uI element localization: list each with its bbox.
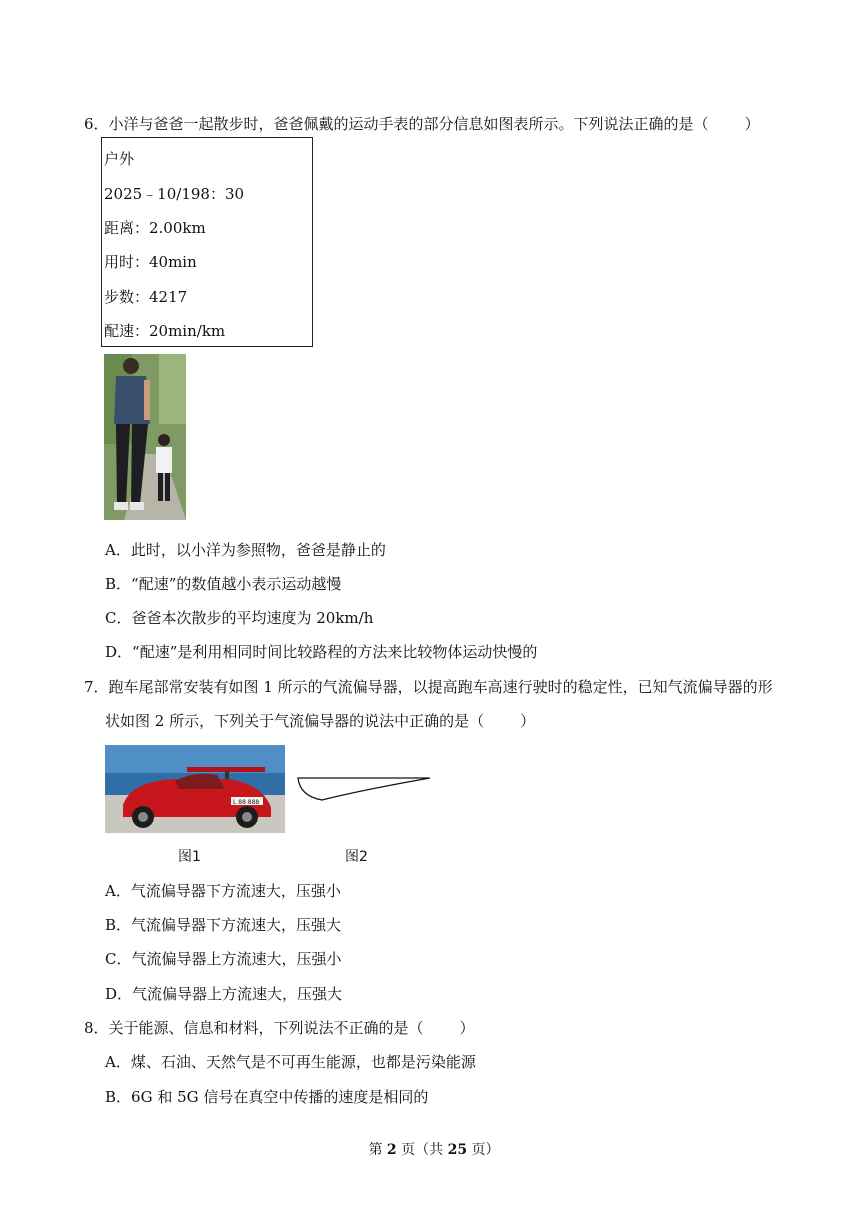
footer-page-number: 2 (386, 1142, 397, 1158)
footer-total-pages: 25 (447, 1142, 468, 1158)
q6-option-d: D．“配速”是利用相同时间比较路程的方法来比较物体运动快慢的 (105, 643, 538, 661)
question-8-text: 8．关于能源、信息和材料，下列说法不正确的是（ (84, 1019, 424, 1037)
page-footer (0, 1139, 868, 1159)
footer-mid: 页（共 (401, 1142, 444, 1158)
figure-2-label: 图2 (345, 849, 368, 865)
question-6-stem (84, 114, 760, 134)
figure-1-label: 图1 (178, 849, 201, 865)
q8-option-a: A．煤、石油、天然气是不可再生能源，也都是污染能源 (105, 1053, 476, 1071)
figure-2-spoiler-shape (292, 768, 434, 804)
question-8-stem (84, 1018, 475, 1038)
info-datetime: 2025﹣10/198：30 (104, 185, 245, 203)
info-steps: 步数：4217 (104, 288, 188, 306)
q7-option-b: B．气流偏导器下方流速大，压强大 (105, 916, 342, 934)
question-6-paren-close: ） (744, 115, 760, 133)
question-7-stem-line2 (105, 711, 535, 731)
question-6-text: 6．小洋与爸爸一起散步时，爸爸佩戴的运动手表的部分信息如图表所示。下列说法正确的是（ (84, 115, 709, 133)
figure-1-car-photo (105, 745, 285, 833)
question-7-stem-line1: 7．跑车尾部常安装有如图 1 所示的气流偏导器，以提高跑车高速行驶时的稳定性，已知气流偏导器的形 (84, 678, 773, 696)
question-8-paren-close: ） (459, 1019, 475, 1037)
footer-suffix: 页） (471, 1142, 500, 1158)
footer-prefix: 第 (368, 1142, 383, 1158)
q7-option-a: A．气流偏导器下方流速大，压强小 (105, 882, 341, 900)
q6-option-b: B．“配速”的数值越小表示运动越慢 (105, 575, 342, 593)
q7-option-d: D．气流偏导器上方流速大，压强大 (105, 985, 343, 1003)
question-7-text: 状如图 2 所示，下列关于气流偏导器的说法中正确的是（ (105, 712, 485, 730)
q7-option-c: C．气流偏导器上方流速大，压强小 (105, 950, 342, 968)
question-7-paren-close: ） (520, 712, 536, 730)
q8-option-b: B．6G 和 5G 信号在真空中传播的速度是相同的 (105, 1088, 429, 1106)
info-pace: 配速：20min/km (104, 322, 226, 340)
info-distance: 距离：2.00km (104, 219, 206, 237)
q6-option-a: A．此时，以小洋为参照物，爸爸是静止的 (105, 541, 386, 559)
license-plate-text: L 88 888 (233, 799, 260, 806)
q6-option-c: C．爸爸本次散步的平均速度为 20km/h (105, 609, 374, 627)
walking-photo-illustration (104, 354, 186, 520)
info-mode: 户外 (104, 150, 135, 168)
watch-info-box (101, 137, 313, 347)
info-duration: 用时：40min (104, 253, 197, 271)
sports-car-illustration (105, 745, 285, 833)
walking-photo (104, 354, 186, 520)
